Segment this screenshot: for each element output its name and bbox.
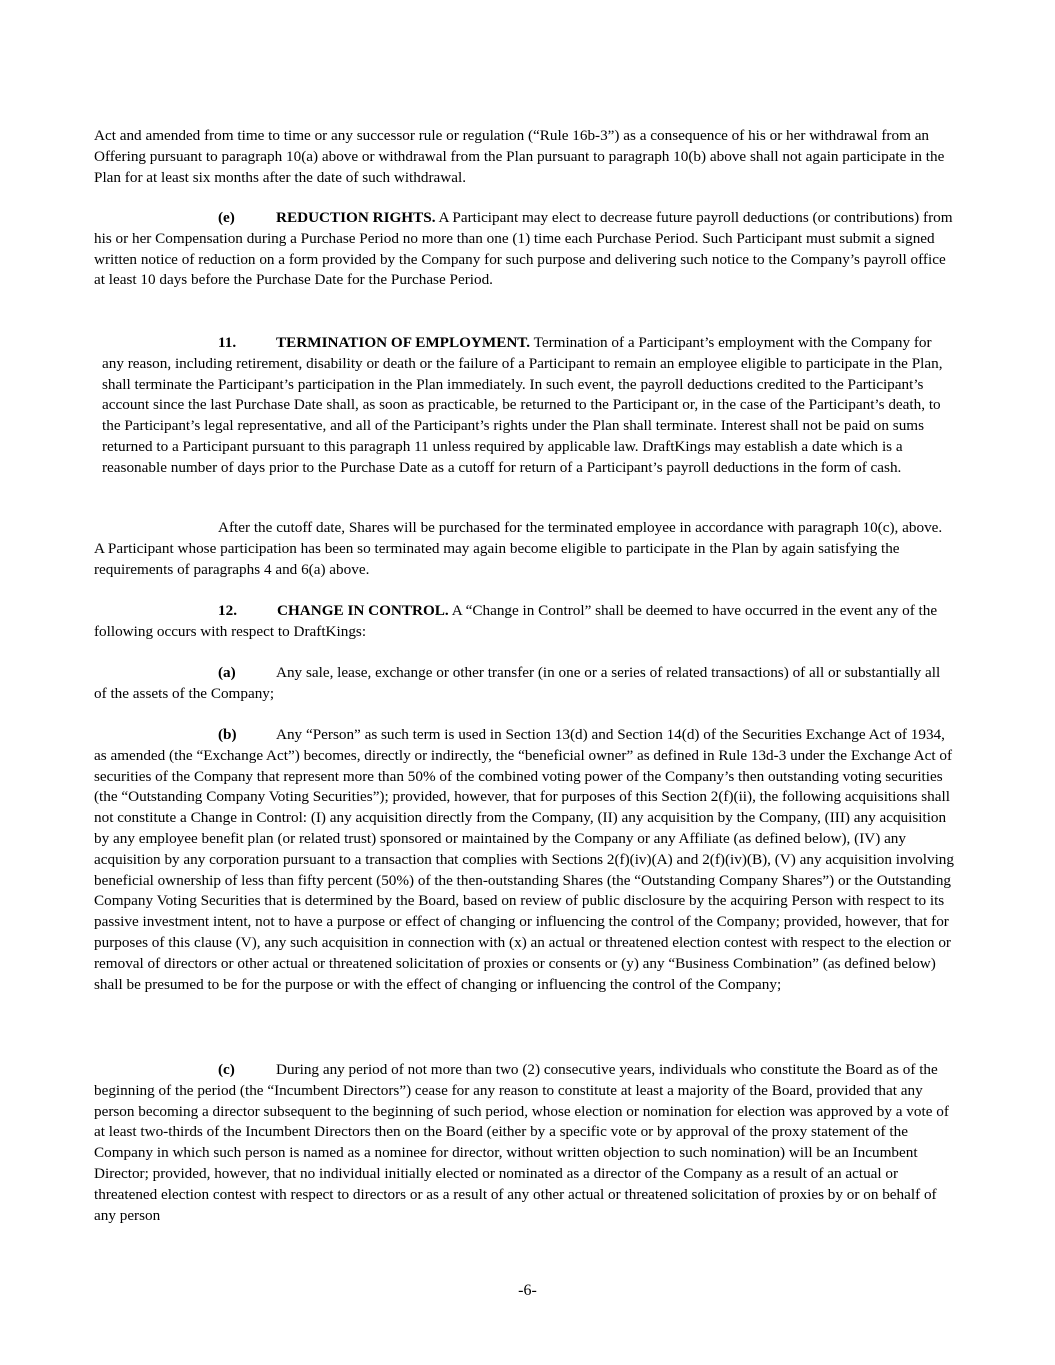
section-number: 11. bbox=[218, 334, 237, 351]
paragraph-change-in-control bbox=[94, 601, 954, 643]
section-number: 12. bbox=[218, 602, 237, 619]
section-heading: REDUCTION RIGHTS. bbox=[276, 209, 436, 226]
paragraph-reduction-rights bbox=[94, 208, 954, 291]
paragraph-termination bbox=[102, 333, 954, 479]
section-text: A Participant may elect to decrease future payroll deductions (or contributions) from his or her Compensation during a Purchase Period no more than one (1) time each Purchase Period. Such Participant must submit a signed written notice of reduction on a form provided by the Company for such purpose and delivering such notice to the Company’s payroll office at least 10 days before the Purchase Date for the Purchase Period. bbox=[94, 209, 953, 289]
section-heading: TERMINATION OF EMPLOYMENT. bbox=[276, 334, 531, 351]
paragraph-cutoff-date bbox=[94, 518, 954, 580]
section-number: (e) bbox=[218, 209, 235, 226]
clause-label: (b) bbox=[218, 726, 237, 743]
page-number: -6- bbox=[518, 1282, 537, 1299]
section-text: Termination of a Participant’s employment with the Company for any reason, including retirement, disability or death or the failure of a Participant to remain an employee eligible to participate in the Plan, shall terminate the Participant’s participation in the Plan immediately. In such event, the payroll deductions credited to the Participant’s account since the last Purchase Date shall, as soon as practicable, be returned to the Participant or, in the case of the Participant’s death, to the Participant’s legal representative, and all of the Participant’s rights under the Plan shall terminate. Interest shall not be paid on sums returned to a Participant pursuant to this paragraph 11 unless required by applicable law. DraftKings may establish a date which is a reasonable number of days prior to the Purchase Date as a cutoff for return of a Participant’s payroll deductions in the form of cash. bbox=[102, 334, 943, 476]
paragraph-rule-16b3: Act and amended from time to time or any successor rule or regulation (“Rule 16b-3”) as a consequence of his or her withdrawal from an Offering pursuant to paragraph 10(a) above or withdrawal from the Plan pursuant to paragraph 10(b) above shall not again participate in the Plan for at least six months after the date of such withdrawal. bbox=[94, 127, 945, 186]
clause-label: (c) bbox=[218, 1061, 235, 1078]
section-text: After the cutoff date, Shares will be purchased for the terminated employee in accordance with paragraph 10(c), above. A Participant whose participation has been so terminated may again become eligible to participate in the Plan by again satisfying the requirements of paragraphs 4 and 6(a) above. bbox=[94, 519, 943, 578]
section-text: A “Change in Control” shall be deemed to have occurred in the event any of the following occurs with respect to DraftKings: bbox=[94, 602, 938, 640]
paragraph-clause-a bbox=[94, 663, 954, 705]
paragraph-clause-c bbox=[94, 1060, 954, 1226]
clause-label: (a) bbox=[218, 664, 236, 681]
paragraph-clause-b bbox=[94, 725, 954, 995]
clause-text: During any period of not more than two (2) consecutive years, individuals who constitute the Board as of the beginning of the period (the “Incumbent Directors”) cease for any reason to constitute at least a majority of the Board, provided that any person becoming a director subsequent to the beginning of such period, whose election or nomination for election was approved by a vote of at least two-thirds of the Incumbent Directors then on the Board (either by a specific vote or by approval of the proxy statement of the Company in which such person is named as a nominee for director, without written objection to such nomination) will be an Incumbent Director; provided, however, that no individual initially elected or nominated as a director of the Company as a result of an actual or threatened election contest with respect to directors or as a result of any other actual or threatened solicitation of proxies by or on behalf of any person bbox=[94, 1061, 949, 1224]
clause-text: Any sale, lease, exchange or other transfer (in one or a series of related transactions) of all or substantially all of the assets of the Company; bbox=[94, 664, 941, 702]
section-heading: CHANGE IN CONTROL. bbox=[277, 602, 449, 619]
clause-text: Any “Person” as such term is used in Section 13(d) and Section 14(d) of the Securities Exchange Act of 1934, as amended (the “Exchange Act”) becomes, directly or indirectly, the “beneficial owner” as defined in Rule 13d-3 under the Exchange Act of securities of the Company that represent more than 50% of the combined voting power of the Company’s then outstanding voting securities (the “Outstanding Company Voting Securities”); provided, however, that for purposes of this Section 2(f)(ii), the following acquisitions shall not constitute a Change in Control: (I) any acquisition directly from the Company, (II) any acquisition by the Company, (III) any acquisition by any employee benefit plan (or related trust) sponsored or maintained by the Company or any Affiliate (as defined below), (IV) any acquisition by any corporation pursuant to a transaction that complies with Sections 2(f)(iv)(A) and 2(f)(iv)(B), (V) any acquisition involving beneficial ownership of less than fifty percent (50%) of the then-outstanding Shares (the “Outstanding Company Shares”) or the Outstanding Company Voting Securities that is determined by the Board, based on review of public disclosure by the acquiring Person with respect to its passive investment intent, not to have a purpose or effect of changing or influencing the control of the Company; provided, however, that for purposes of this clause (V), any such acquisition in connection with (x) an actual or threatened election contest with respect to the election or removal of directors or other actual or threatened solicitation of proxies or consents or (y) any “Business Combination” (as defined below) shall be presumed to be for the purpose or with the effect of changing or influencing the control of the Company; bbox=[94, 726, 954, 993]
